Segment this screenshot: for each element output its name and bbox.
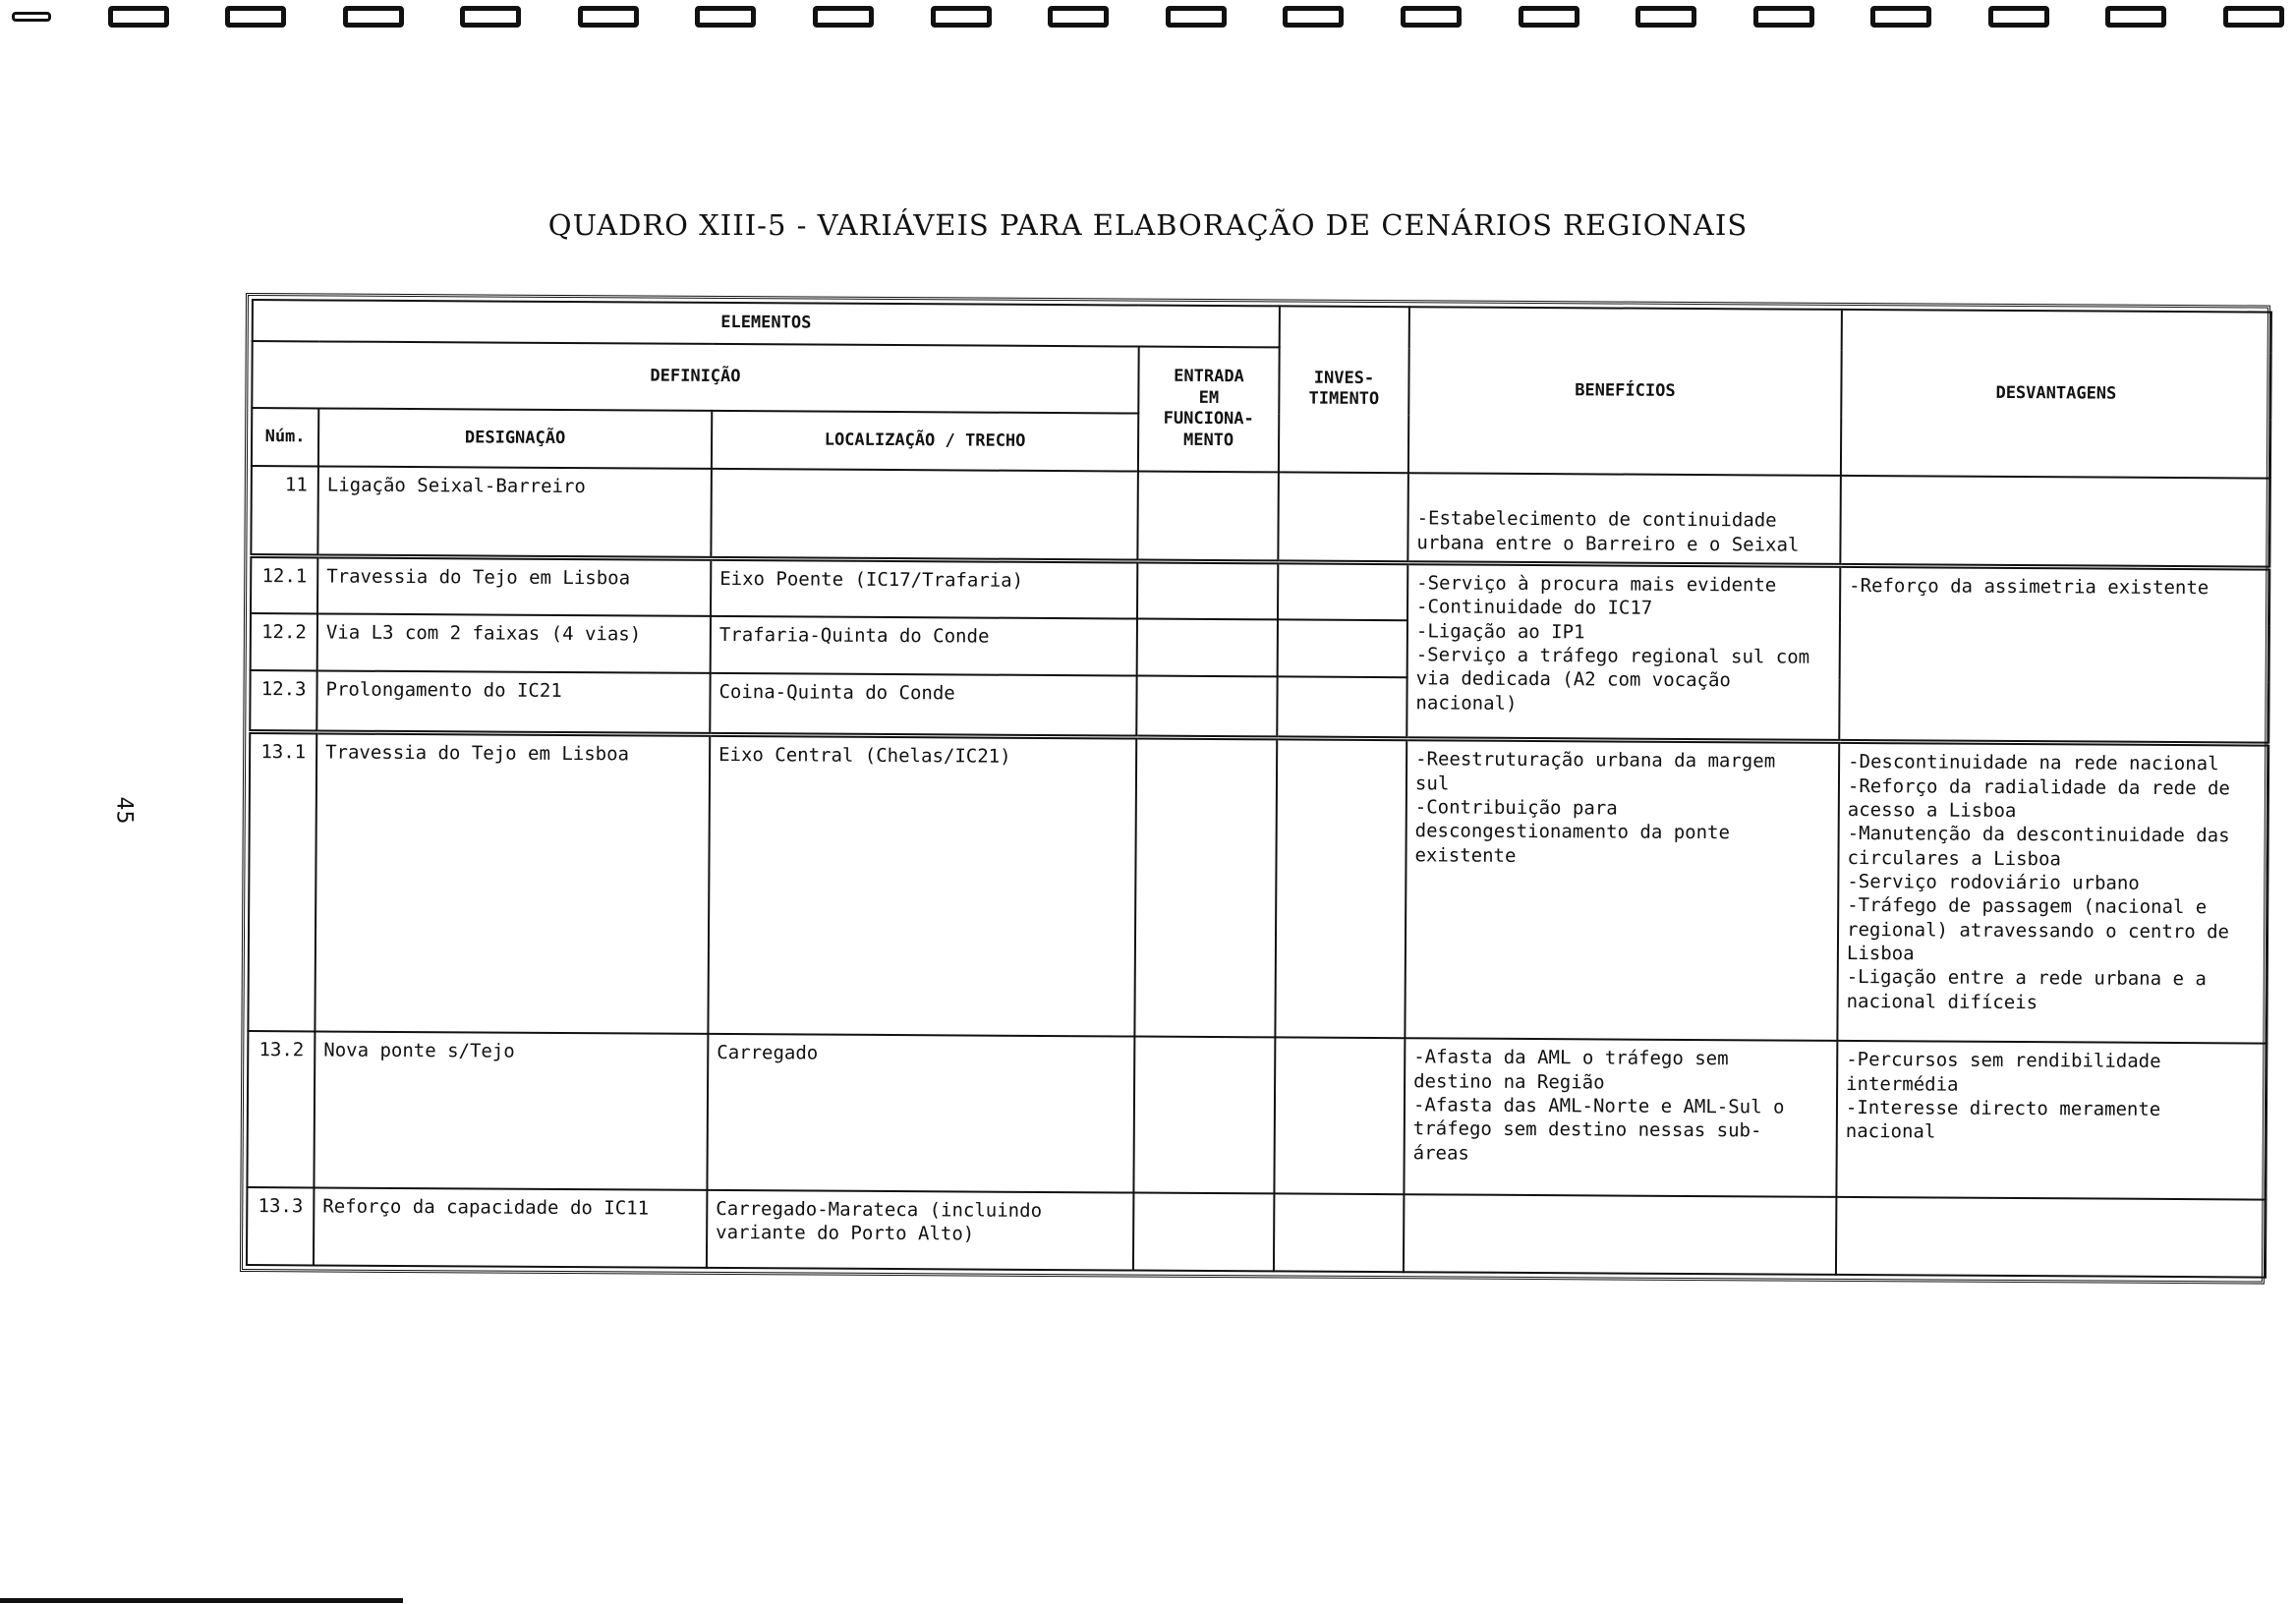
cell-localizacao: Carregado <box>707 1034 1134 1192</box>
cell-investimento <box>1278 619 1407 677</box>
cell-desvantagens <box>1840 476 2270 568</box>
cell-num: 13.1 <box>248 732 316 1032</box>
cell-investimento <box>1274 1193 1404 1272</box>
header-num: Núm. <box>252 409 318 467</box>
binding-hole <box>813 6 874 28</box>
cell-investimento <box>1275 738 1406 1038</box>
table-row <box>247 1187 2266 1278</box>
binding-hole <box>225 6 286 28</box>
cell-localizacao: Coina-Quinta do Conde <box>710 673 1136 737</box>
cell-designacao: Via L3 com 2 faixas (4 vias) <box>317 613 711 673</box>
cell-investimento <box>1274 1038 1405 1194</box>
cell-desvantagens: -Descontinuidade na rede nacional -Reforço da radialidade da rede de acesso a Lisboa -Manutenção da descontinuidade das circulares a Lisboa -Serviço rodoviário urbano -Tráfego de passagem (nacional e regional) atravessando o centro de Lisboa -Ligação entre a rede urbana e a nacional difíceis <box>1837 742 2268 1044</box>
cell-num: 12.2 <box>251 613 317 671</box>
cell-localizacao: Carregado-Marateca (incluindo variante do Porto Alto) <box>707 1190 1133 1271</box>
cell-entrada <box>1133 1192 1274 1271</box>
binding-hole <box>2223 6 2284 28</box>
cell-investimento <box>1278 562 1407 620</box>
variables-table <box>246 299 2272 1279</box>
page-title: QUADRO XIII-5 - VARIÁVEIS PARA ELABORAÇÃO DE CENÁRIOS REGIONAIS <box>547 208 1749 242</box>
header-definicao: DEFINIÇÃO <box>252 341 1138 414</box>
cell-designacao: Travessia do Tejo em Lisboa <box>315 732 710 1034</box>
cell-entrada <box>1137 619 1278 677</box>
cell-designacao: Prolongamento do IC21 <box>316 671 710 735</box>
cell-num: 12.3 <box>250 670 316 732</box>
binding-hole <box>460 6 521 28</box>
cell-beneficios: -Estabelecimento de continuidade urbana entre o Barreiro e o Seixal <box>1407 473 1841 565</box>
binding-hole <box>578 6 639 28</box>
cell-entrada <box>1137 471 1279 562</box>
cell-entrada <box>1137 561 1278 619</box>
binding-hole <box>343 6 404 28</box>
header-localizacao: LOCALIZAÇÃO / TRECHO <box>712 411 1138 471</box>
cell-localizacao: Eixo Central (Chelas/IC21) <box>708 735 1136 1037</box>
binding-hole <box>1988 6 2049 28</box>
header-desvantagens: DESVANTAGENS <box>1841 310 2271 479</box>
cell-desvantagens <box>1836 1197 2266 1278</box>
cell-investimento <box>1278 472 1408 563</box>
cell-num: 13.3 <box>247 1187 314 1266</box>
binding-hole <box>695 6 756 28</box>
cell-beneficios: -Reestruturação urbana da margem sul -Contribuição para descongestionamento da ponte existente <box>1405 739 1839 1041</box>
table-row <box>248 732 2268 1044</box>
header-designacao: DESIGNAÇÃO <box>318 409 712 469</box>
cell-desvantagens-group-12: -Reforço da assimetria existente <box>1839 566 2269 745</box>
scenario-table <box>240 293 2270 1285</box>
spiral-binding <box>0 0 2296 39</box>
cell-designacao: Reforço da capacidade do IC11 <box>314 1187 707 1268</box>
header-elementos: ELEMENTOS <box>253 300 1280 347</box>
header-beneficios: BENEFÍCIOS <box>1408 307 1842 476</box>
binding-hole <box>1048 6 1109 28</box>
binding-hole <box>1166 6 1227 28</box>
cell-num: 12.1 <box>251 556 317 614</box>
cell-designacao: Nova ponte s/Tejo <box>314 1032 708 1190</box>
bottom-rule <box>0 1598 403 1603</box>
cell-designacao: Ligação Seixal-Barreiro <box>317 466 712 558</box>
table-row <box>251 466 2270 568</box>
cell-designacao: Travessia do Tejo em Lisboa <box>317 556 711 616</box>
cell-beneficios-group-12: -Serviço à procura mais evidente -Continuidade do IC17 -Ligação ao IP1 -Serviço a tráfego regional sul com via dedicada (A2 com vocação nacional) <box>1406 563 1840 742</box>
binding-hole <box>108 6 169 28</box>
cell-beneficios: -Afasta da AML o tráfego sem destino na Região -Afasta das AML-Norte e AML-Sul o tráfego sem destino nessas sub- áreas <box>1404 1038 1837 1196</box>
cell-beneficios <box>1404 1194 1836 1275</box>
binding-hole <box>1283 6 1344 28</box>
cell-entrada <box>1136 676 1277 738</box>
binding-hole <box>1401 6 1462 28</box>
binding-hole <box>2105 6 2166 28</box>
cell-num: 11 <box>251 466 318 556</box>
binding-hole <box>1636 6 1696 28</box>
cell-localizacao: Trafaria-Quinta do Conde <box>711 616 1137 676</box>
table-row <box>247 1031 2267 1199</box>
cell-entrada <box>1134 737 1277 1037</box>
header-investimento: INVES- TIMENTO <box>1279 306 1409 473</box>
page-number: 45 <box>111 796 137 825</box>
binding-hole <box>1870 6 1931 28</box>
binding-hole <box>12 12 51 22</box>
cell-num: 13.2 <box>247 1031 315 1187</box>
header-entrada: ENTRADA EM FUNCIONA- MENTO <box>1138 346 1280 472</box>
cell-desvantagens: -Percursos sem rendibilidade intermédia -Interesse directo meramente nacional <box>1836 1041 2267 1199</box>
cell-localizacao <box>711 469 1138 561</box>
cell-localizacao: Eixo Poente (IC17/Trafaria) <box>711 558 1137 618</box>
cell-entrada <box>1133 1037 1275 1193</box>
binding-hole <box>931 6 992 28</box>
binding-hole <box>1753 6 1814 28</box>
binding-hole <box>1519 6 1579 28</box>
cell-investimento <box>1277 677 1406 739</box>
